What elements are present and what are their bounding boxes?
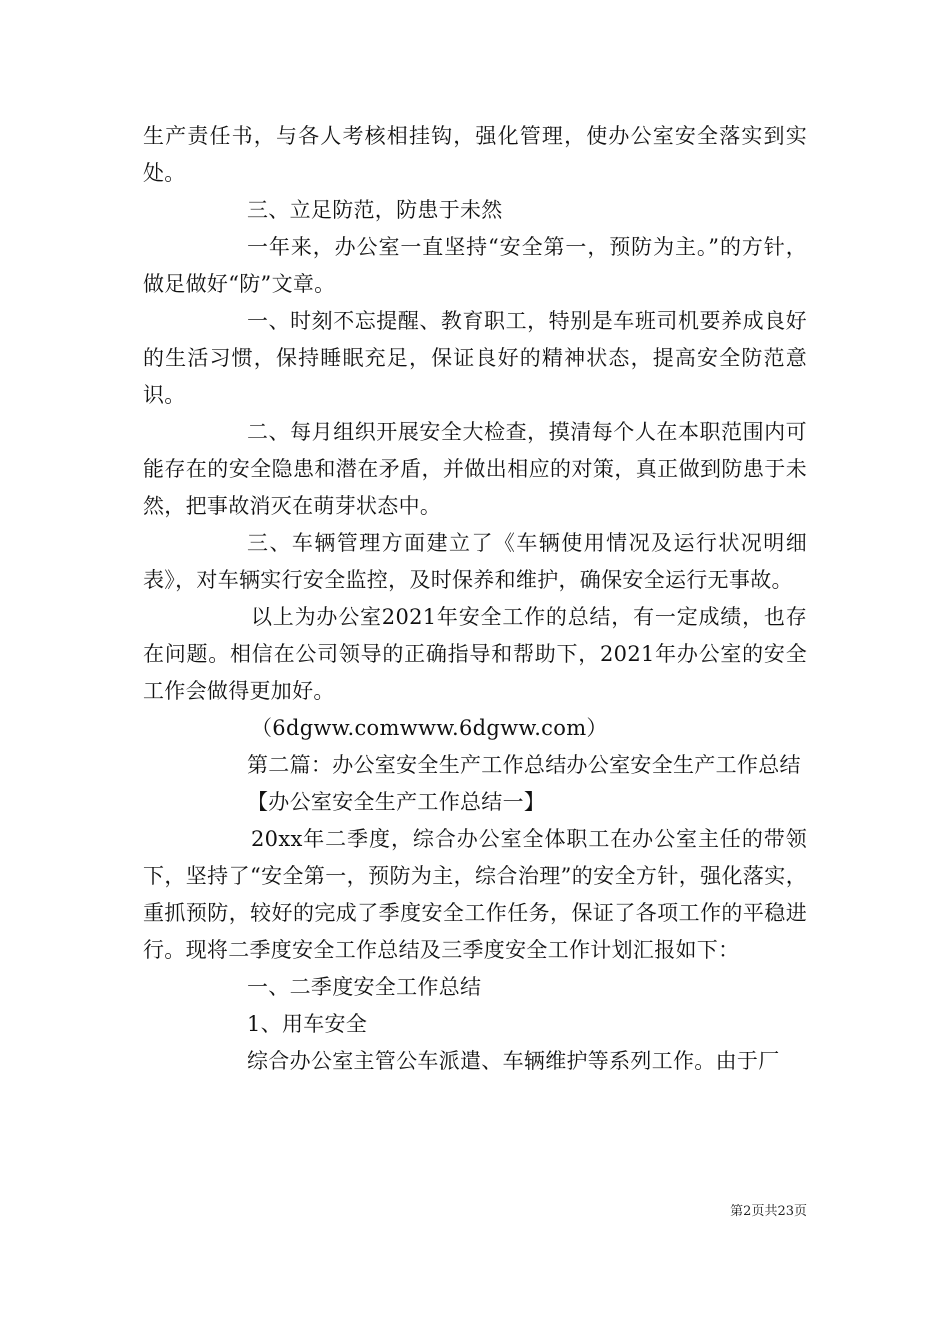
heading-quarter-work: 一、二季度安全工作总结	[247, 975, 482, 999]
paragraph-item-one: 一、时刻不忘提醒、教育职工，特别是车班司机要养成良好的生活习惯，保持睡眠充足，保证良好的精神状态，提高安全防范意识。	[143, 309, 807, 407]
section-two-title: 第二篇：办公室安全生产工作总结办公室安全生产工作总结	[247, 753, 801, 777]
heading-vehicle-safety: 1、用车安全	[247, 1012, 368, 1036]
document-body	[143, 118, 807, 1080]
heading-prevention: 三、立足防范，防患于未然	[247, 198, 503, 222]
paragraph-policy: 一年来，办公室一直坚持“安全第一，预防为主。”的方针，做足做好“防”文章。	[143, 235, 807, 296]
paragraph-conclusion: 以上为办公室2021年安全工作的总结，有一定成绩，也存在问题。相信在公司领导的正确指导和帮助下，2021年办公室的安全工作会做得更加好。	[143, 605, 807, 703]
page-number: 第2页共23页	[730, 1204, 807, 1219]
paragraph-responsibility: 生产责任书，与各人考核相挂钩，强化管理，使办公室安全落实到实处。	[143, 124, 807, 185]
summary-one-heading: 【办公室安全生产工作总结一】	[247, 790, 546, 814]
paragraph-item-three: 三、车辆管理方面建立了《车辆使用情况及运行状况明细表》，对车辆实行安全监控，及时保养和维护，确保安全运行无事故。	[143, 531, 807, 592]
paragraph-vehicle-management: 综合办公室主管公车派遣、车辆维护等系列工作。由于厂	[247, 1049, 780, 1073]
paragraph-quarter-summary: 20xx年二季度，综合办公室全体职工在办公室主任的带领下，坚持了“安全第一，预防为主，综合治理”的安全方针，强化落实，重抓预防，较好的完成了季度安全工作任务，保证了各项工作的平稳进行。现将二季度安全工作总结及三季度安全工作计划汇报如下：	[143, 827, 807, 962]
paragraph-item-two: 二、每月组织开展安全大检查，摸清每个人在本职范围内可能存在的安全隐患和潜在矛盾，并做出相应的对策，真正做到防患于未然，把事故消灭在萌芽状态中。	[143, 420, 807, 518]
source-note: （6dgww.comwww.6dgww.com）	[251, 716, 608, 740]
